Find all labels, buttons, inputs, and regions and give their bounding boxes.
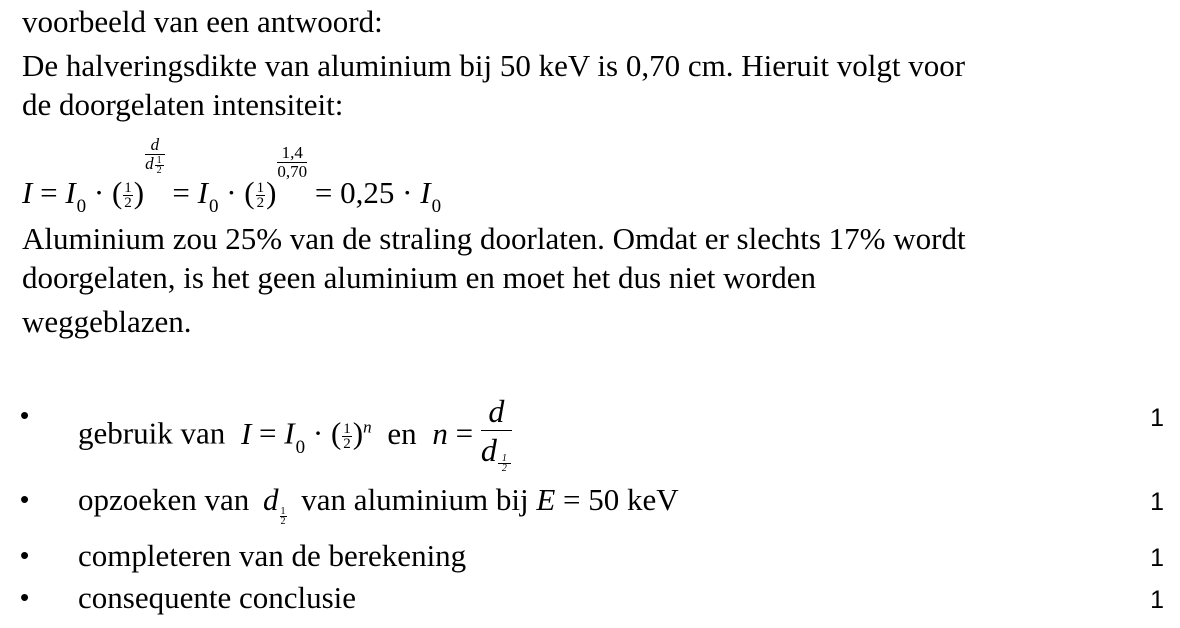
bullet: •	[20, 582, 30, 612]
exponent-1-4-over-0-70: $\frac{1,4}{0,70}$	[277, 143, 308, 181]
half-value-formula: $I = I_0$ · ( $\frac{1}{2}$ ) d d $\frac{1}{2}$ = $I_0$ · ( $\frac{1}{2}$ ) $\frac{1,4}{0,70}$ = $0,25 \cdot I_0$	[22, 135, 442, 217]
criterion-text-1: gebruik van $I = I_0$ · ( $\frac{1}{2}$ )$^n$ en n = d d $\frac{1}{2}$	[78, 398, 512, 475]
conclusion-line-3: weggeblazen.	[22, 304, 192, 339]
criterion-text-3: completeren van de berekening	[78, 538, 467, 573]
criterion-text-4: consequente conclusie	[78, 580, 357, 615]
bullet: •	[20, 540, 30, 570]
exponent-d-over-d-half: d d $\frac{1}{2}$	[145, 136, 165, 175]
score-1: 1	[1150, 404, 1164, 432]
score-4: 1	[1150, 586, 1164, 614]
criterion-text-2: opzoeken van d $\frac{1}{2}$ van aluminium bij E = 50 keV	[78, 482, 679, 528]
n-equals-d-over-d-half: d d $\frac{1}{2}$	[481, 392, 512, 469]
criterion-row-3	[0, 538, 1180, 578]
conclusion-line-2: doorgelaten, is het geen aluminium en moet het dus niet worden	[22, 260, 817, 295]
criterion-row-1	[0, 393, 1180, 475]
intro-line-1: voorbeeld van een antwoord:	[22, 4, 383, 39]
bullet: •	[20, 400, 30, 430]
criterion-row-2	[0, 482, 1180, 528]
criterion-row-4	[0, 580, 1180, 620]
intro-line-2: De halveringsdikte van aluminium bij 50 keV is 0,70 cm. Hieruit volgt voor	[22, 48, 966, 83]
conclusion-line-1: Aluminium zou 25% van de straling doorlaten. Omdat er slechts 17% wordt	[22, 221, 966, 256]
one-half-fraction: $\frac{1}{2}$	[124, 180, 132, 212]
intro-line-3: de doorgelaten intensiteit:	[22, 87, 344, 122]
score-3: 1	[1150, 544, 1164, 572]
score-2: 1	[1150, 488, 1164, 516]
bullet: •	[20, 484, 30, 514]
